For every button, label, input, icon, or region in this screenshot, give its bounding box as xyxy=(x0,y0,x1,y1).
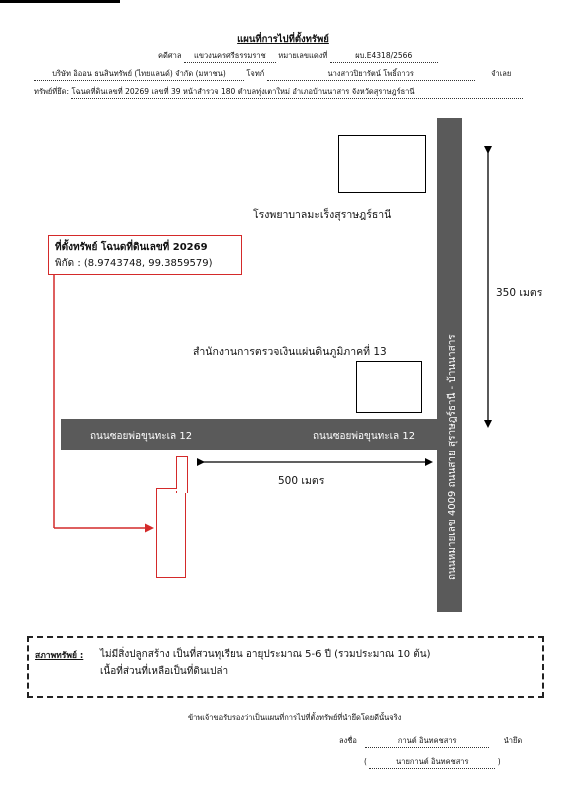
case-value: ผบ.E4318/2566 xyxy=(330,50,438,63)
condition-line-1: ไม่มีสิ่งปลูกสร้าง เป็นที่สวนทุเรียน อายุประมาณ 5-6 ปี (รวมประมาณ 10 ต้น) xyxy=(100,649,431,660)
property-label: ทรัพย์ที่ยึด: xyxy=(34,87,70,96)
highway-4009-label: ถนนหมายเลข 4009 ถนนสาย สุราษฎร์ธานี - บ้านนาสาร xyxy=(447,334,458,580)
case-label: หมายเลขแดงที่ xyxy=(278,51,328,60)
condition-line-2: เนื้อที่ส่วนที่เหลือเป็นที่ดินเปล่า xyxy=(100,666,229,677)
signature-name: กานต์ อินทคชสาร xyxy=(365,735,489,748)
audit-office-label: สำนักงานการตรวจเงินแผ่นดินภูมิภาคที่ 13 xyxy=(193,346,387,358)
document-title: แผนที่การไปที่ตั้งทรัพย์ xyxy=(237,34,329,45)
printed-name-line xyxy=(364,756,501,769)
soi-road-label-left: ถนนซอยพ่อขุนทะเล 12 xyxy=(90,431,193,442)
court-value: แขวงนครศรีธรรมราช xyxy=(184,50,276,63)
defendant-label: จำเลย xyxy=(491,69,512,78)
hospital-label: โรงพยาบาลมะเร็งสุราษฎร์ธานี xyxy=(253,209,392,221)
close-paren: ) xyxy=(497,757,501,766)
property-info-title: ที่ตั้งทรัพย์ โฉนดที่ดินเลขที่ 20269 xyxy=(55,242,208,253)
defendant-value: นางสาวปิยารัตน์ โพธิ์ถาวร xyxy=(267,68,475,81)
signature-line xyxy=(339,735,522,748)
open-paren: ( xyxy=(364,757,367,766)
sign-label: ลงชื่อ xyxy=(339,736,357,745)
court-label: คดีศาล xyxy=(158,51,182,60)
distance-vertical-label: 350 เมตร xyxy=(496,287,543,299)
property-value: โฉนดที่ดินเลขที่ 20269 เลขที่ 39 หน้าสำรวจ 180 ตำบลทุ่งเตาใหม่ อำเภอบ้านนาสาร จังหวัดสุราษฎร์ธานี xyxy=(71,86,523,99)
certification-text: ข้าพเจ้าขอรับรองว่าเป็นแผนที่การไปที่ตั้งทรัพย์ที่นำยึดโดยดีนั้นจริง xyxy=(188,713,402,722)
distance-horizontal-label: 500 เมตร xyxy=(278,475,325,487)
property-coordinates: พิกัด : (8.9743748, 99.3859579) xyxy=(55,258,213,269)
condition-label: สภาพทรัพย์ : xyxy=(35,651,84,661)
plaintiff-label: โจทก์ xyxy=(246,69,265,78)
condition-text xyxy=(100,646,431,680)
soi-road-label-right: ถนนซอยพ่อขุนทะเล 12 xyxy=(313,431,416,442)
sign-role: นำยึด xyxy=(503,736,523,745)
printed-name: นายกานต์ อินทคชสาร xyxy=(369,756,495,769)
plaintiff-value: บริษัท อิออน ธนสินทรัพย์ (ไทยแลนด์) จำกัด (มหาชน) xyxy=(34,68,244,81)
